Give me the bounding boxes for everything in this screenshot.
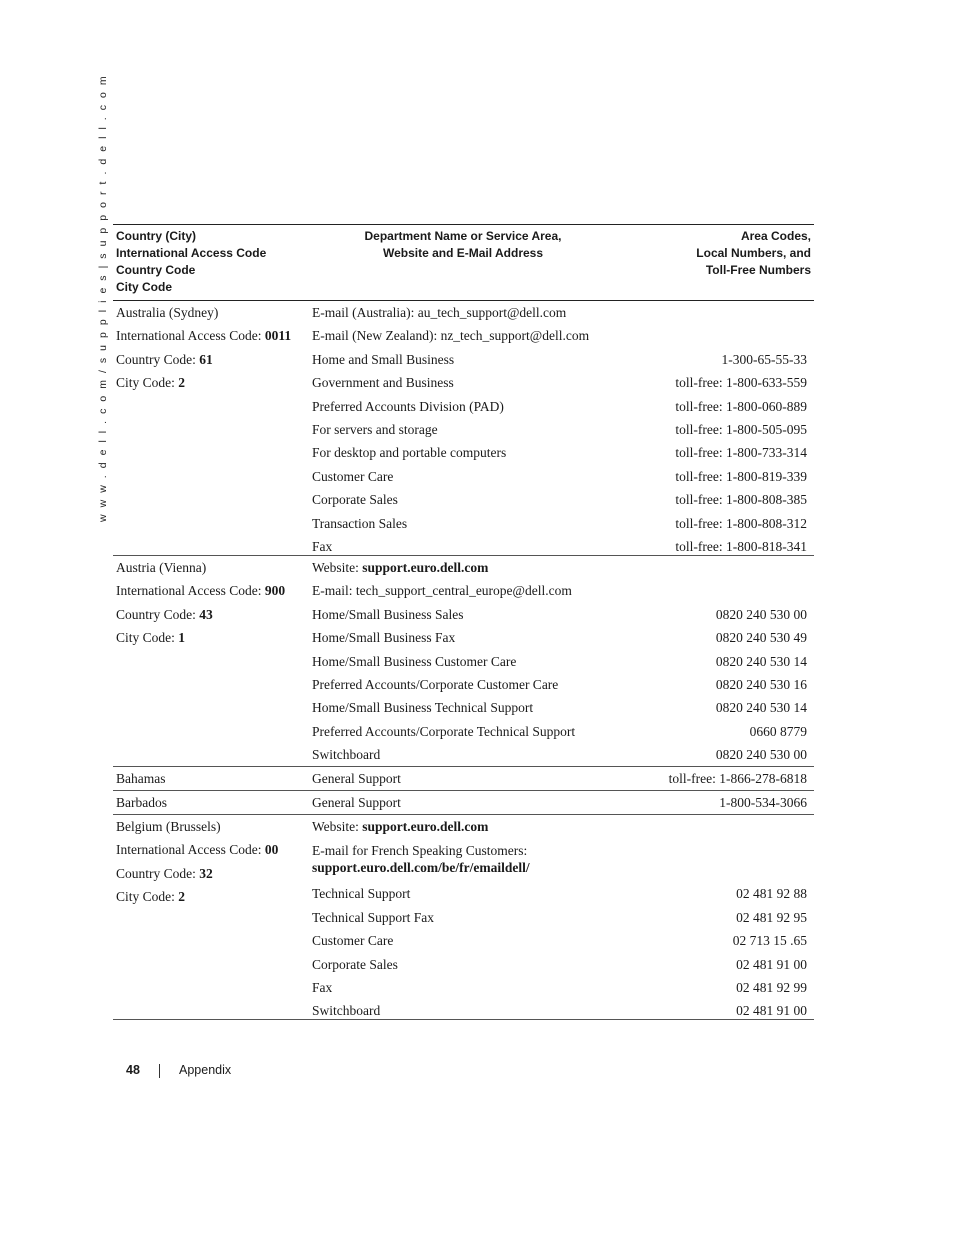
table-row: Technical Support 02 481 92 88 [312,886,807,902]
side-url [84,74,109,522]
group-australia [113,301,814,556]
table-row: Website: support.euro.dell.com [312,560,489,575]
group-bahamas [113,767,814,791]
table-row: E-mail: tech_support_central_europe@dell.com [312,583,572,599]
group-belgium [113,815,814,1020]
table-row: Fax 02 481 92 99 [312,979,807,995]
table-row: Switchboard 0820 240 530 00 [312,747,807,763]
table-row: Corporate Sales toll-free: 1-800-808-385 [312,492,807,508]
table-row: Website: support.euro.dell.com [312,819,489,834]
table-row: Bahamas General Support toll-free: 1-866-278-6818 [116,771,807,786]
section-name: Appendix [179,1063,232,1077]
header-col-department: Department Name or Service Area, Website and E-Mail Address [364,229,562,260]
group-barbados [113,791,814,815]
table-row: Home and Small Business 1-300-65-55-33 [312,351,807,367]
contact-table [113,224,814,1020]
table-row: Preferred Accounts Division (PAD) toll-free: 1-800-060-889 [312,398,807,414]
table-row: For servers and storage toll-free: 1-800-505-095 [312,421,807,437]
footer-divider [159,1064,160,1078]
table-row: Home/Small Business Sales 0820 240 530 00 [312,606,807,622]
table-header [113,225,814,301]
rows [113,301,814,558]
country-info: Belgium (Brussels) International Access Code: 00 Country Code: 32 City Code: 2 [116,819,279,905]
table-row: Customer Care 02 713 15 .65 [312,933,807,949]
table-row: Preferred Accounts/Corporate Technical Support 0660 8779 [312,723,807,739]
header-col-country: Country (City) International Access Code Country Code City Code [116,229,267,294]
header-col-numbers: Area Codes, Local Numbers, and Toll-Free Numbers [696,229,811,277]
table-row: Corporate Sales 02 481 91 00 [312,956,807,972]
table-row: Technical Support Fax 02 481 92 95 [312,909,807,925]
table-row: Government and Business toll-free: 1-800-633-559 [312,375,807,391]
email-link[interactable]: support.euro.dell.com/be/fr/emaildell/ [312,860,530,876]
table-row: Home/Small Business Fax 0820 240 530 49 [312,630,807,646]
website-link[interactable]: support.euro.dell.com [362,819,489,834]
page-number: 48 [126,1063,140,1077]
country-info: Australia (Sydney) International Access Code: 0011 Country Code: 61 City Code: 2 [116,305,292,391]
table-row: For desktop and portable computers toll-free: 1-800-733-314 [312,445,807,461]
table-row: E-mail (New Zealand): nz_tech_support@dell.com [312,328,590,344]
table-row: Preferred Accounts/Corporate Customer Care 0820 240 530 16 [312,676,807,692]
table-row: Fax toll-free: 1-800-818-341 [312,538,807,554]
table-row: E-mail for French Speaking Customers: support.euro.dell.com/be/fr/emaildell/ [312,843,530,876]
rows [113,556,814,767]
side-url-text: w w w . d e l l . c o m / s u p p l i e s | s u p p o r t . d e l l . c o m [97,74,109,522]
country-info: Austria (Vienna) International Access Code: 900 Country Code: 43 City Code: 1 [116,560,286,646]
table-row: Customer Care toll-free: 1-800-819-339 [312,468,807,484]
page-footer [126,1063,232,1077]
table-row: Transaction Sales toll-free: 1-800-808-312 [312,515,807,531]
table-row: Switchboard 02 481 91 00 [312,1003,807,1019]
rows [113,815,814,1023]
website-link[interactable]: support.euro.dell.com [362,560,489,575]
table-row: Home/Small Business Customer Care 0820 240 530 14 [312,653,807,669]
group-austria [113,556,814,767]
table-row: Home/Small Business Technical Support 0820 240 530 14 [312,700,807,716]
table-row: Barbados General Support 1-800-534-3066 [116,795,807,810]
table-row: E-mail (Australia): au_tech_support@dell.com [312,305,567,320]
